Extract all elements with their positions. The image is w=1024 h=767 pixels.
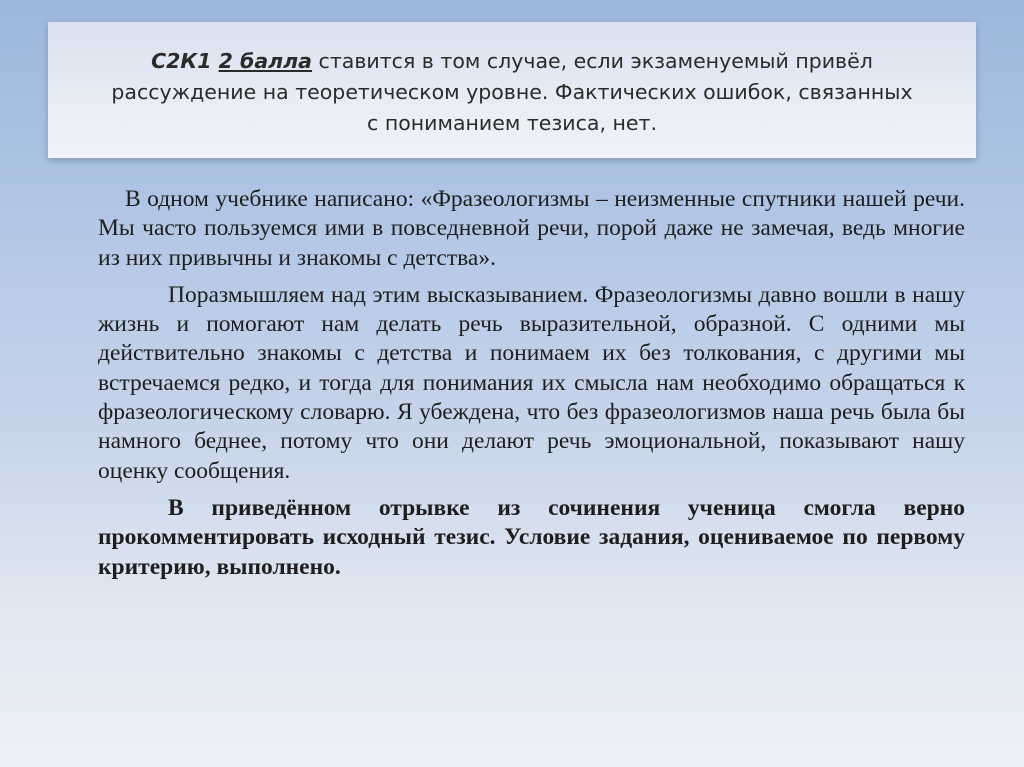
title-line-2: рассуждение на теоретическом уровне. Фактических ошибок, связанных [111,80,913,104]
slide-title [48,46,976,139]
paragraph-quote: В одном учебнике написано: «Фразеологизмы – неизменные спутники нашей речи. Мы часто пользуемся ими в повседневной речи, порой даже не замечая, ведь многие из них привычны и знакомы с детства». [98,186,965,271]
title-banner [48,22,976,158]
title-line-1: ставится в том случае, если экзаменуемый привёл [312,49,873,73]
essay-excerpt [98,185,965,590]
paragraph-conclusion: В приведённом отрывке из сочинения ученица смогла верно прокомментировать исходный тезис. Условие задания, оцениваемое по первому критерию, выполнено. [98,494,965,580]
title-line-3: с пониманием тезиса, нет. [367,111,657,135]
criterion-code: С2К1 [151,49,212,73]
criterion-score: 2 балла [218,49,313,73]
title-lead [151,49,312,73]
paragraph-reasoning: Поразмышляем над этим высказыванием. Фразеологизмы давно вошли в нашу жизнь и помогают нам делать речь выразительной, образной. С одними мы действительно знакомы с детства и понимаем их без толкования, с другими мы встречаемся редко, и тогда для понимания их смысла нам необходимо обращаться к фразеологическому словарю. Я убеждена, что без фразеологизмов наша речь была бы намного беднее, потому что они делают речь эмоциональной, показывают нашу оценку сообщения. [98,281,965,484]
